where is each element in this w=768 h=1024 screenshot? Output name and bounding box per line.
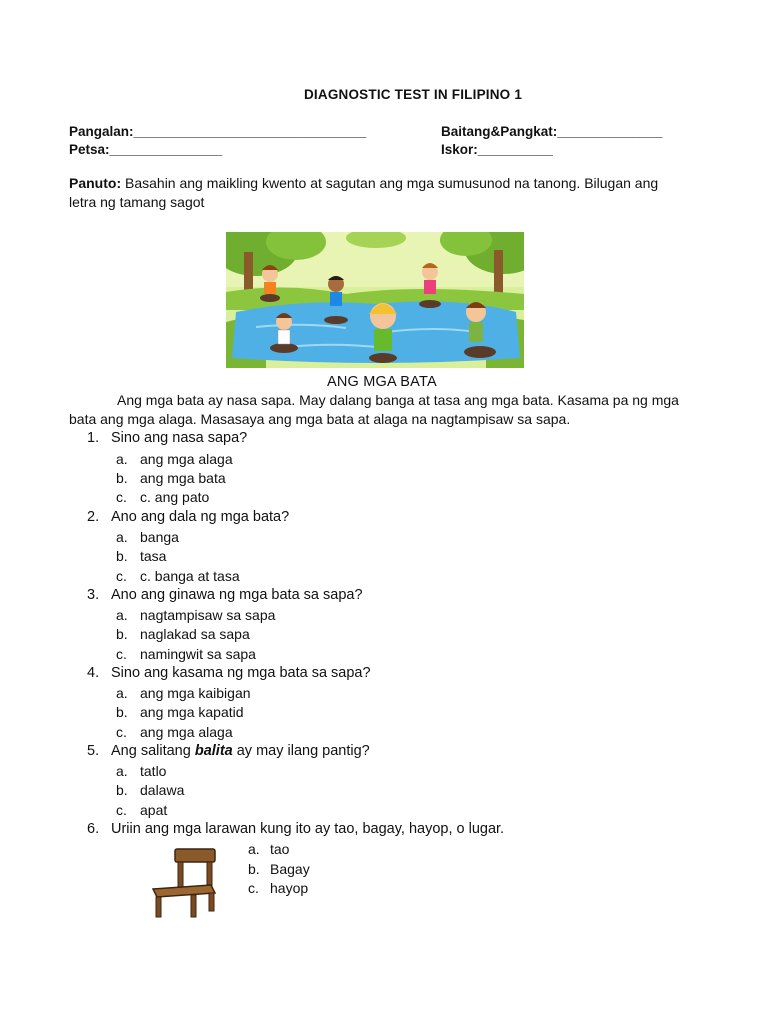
question-number: 2.	[87, 509, 100, 525]
option-text: namingwit sa sapa	[140, 646, 256, 662]
option-letter: a.	[116, 529, 128, 545]
question-text: Ano ang ginawa ng mga bata sa sapa?	[111, 587, 363, 603]
story-text: Ang mga bata ay nasa sapa. May dalang banga at tasa ang mga bata. Kasama pa ng mga bata ang mga alaga. Masasaya ang mga bata at alaga na nagtampisaw sa sapa.	[69, 392, 679, 427]
option-1a	[116, 451, 233, 467]
option-letter: b.	[248, 861, 260, 877]
instructions-label: Panuto:	[69, 175, 122, 191]
children-in-stream-illustration	[226, 232, 524, 368]
date-field: Petsa:_______________	[69, 142, 223, 157]
option-text: tao	[270, 841, 290, 857]
option-text: naglakad sa sapa	[140, 626, 250, 642]
option-letter: b.	[116, 626, 128, 642]
question-number: 6.	[87, 821, 100, 837]
instructions-text: Basahin ang maikling kwento at sagutan ang mga sumusunod na tanong. Bilugan ang letra ng tamang sagot	[69, 175, 659, 210]
option-text: apat	[140, 802, 168, 818]
option-text: ang mga alaga	[140, 724, 233, 740]
option-letter: b.	[116, 782, 128, 798]
option-text: c. ang pato	[140, 489, 210, 505]
question-1	[87, 430, 247, 446]
score-field: Iskor:__________	[441, 142, 553, 157]
question-number: 5.	[87, 743, 100, 759]
instructions	[69, 174, 679, 212]
option-1c	[116, 489, 209, 505]
option-5b	[116, 782, 184, 798]
option-3a	[116, 607, 275, 623]
option-text: Bagay	[270, 861, 310, 877]
option-letter: a.	[116, 685, 128, 701]
option-6c	[248, 880, 308, 896]
option-letter: c.	[248, 880, 259, 896]
option-3c	[116, 646, 256, 662]
option-text: ang mga bata	[140, 470, 226, 486]
question-2	[87, 509, 289, 525]
option-5a	[116, 763, 166, 779]
question-3	[87, 587, 363, 603]
option-letter: c.	[116, 646, 127, 662]
question-number: 4.	[87, 665, 100, 681]
question-text: Sino ang nasa sapa?	[111, 430, 248, 446]
grade-section-field: Baitang&Pangkat:______________	[441, 124, 663, 139]
option-letter: a.	[116, 451, 128, 467]
option-letter: c.	[116, 489, 127, 505]
option-text: banga	[140, 529, 179, 545]
page-title: DIAGNOSTIC TEST IN FILIPINO 1	[303, 87, 523, 102]
option-text: tasa	[140, 548, 167, 564]
question-5	[87, 743, 370, 759]
option-letter: c.	[116, 568, 127, 584]
question-4	[87, 665, 371, 681]
option-letter: b.	[116, 470, 128, 486]
option-text: nagtampisaw sa sapa	[140, 607, 276, 623]
option-letter: a.	[116, 763, 128, 779]
story-title: ANG MGA BATA	[327, 374, 437, 390]
option-3b	[116, 626, 250, 642]
option-text: ang mga alaga	[140, 451, 233, 467]
question-text: Ang salitang	[111, 743, 195, 759]
option-text: ang mga kaibigan	[140, 685, 251, 701]
name-field: Pangalan:_______________________________	[69, 124, 367, 139]
emphasized-word: balita	[194, 743, 233, 759]
option-text: c. banga at tasa	[140, 568, 240, 584]
question-number: 1.	[87, 430, 100, 446]
option-letter: a.	[248, 841, 260, 857]
option-4b	[116, 704, 244, 720]
option-letter: b.	[116, 704, 128, 720]
question-number: 3.	[87, 587, 100, 603]
option-6a	[248, 841, 289, 857]
option-letter: b.	[116, 548, 128, 564]
option-5c	[116, 802, 167, 818]
chair-image	[131, 847, 235, 919]
option-text: ang mga kapatid	[140, 704, 244, 720]
option-1b	[116, 470, 226, 486]
question-6	[87, 821, 504, 837]
question-text: Sino ang kasama ng mga bata sa sapa?	[111, 665, 371, 681]
option-6b	[248, 861, 310, 877]
option-4c	[116, 724, 233, 740]
option-letter: c.	[116, 802, 127, 818]
option-2a	[116, 529, 179, 545]
option-text: dalawa	[140, 782, 185, 798]
option-text: tatlo	[140, 763, 167, 779]
question-text: Ano ang dala ng mga bata?	[111, 509, 290, 525]
question-text-end: ay may ilang pantig?	[232, 743, 370, 759]
question-text: Uriin ang mga larawan kung ito ay tao, bagay, hayop, o lugar.	[111, 821, 505, 837]
option-text: hayop	[270, 880, 309, 896]
option-2c	[116, 568, 240, 584]
option-4a	[116, 685, 251, 701]
option-letter: c.	[116, 724, 127, 740]
option-2b	[116, 548, 166, 564]
option-letter: a.	[116, 607, 128, 623]
